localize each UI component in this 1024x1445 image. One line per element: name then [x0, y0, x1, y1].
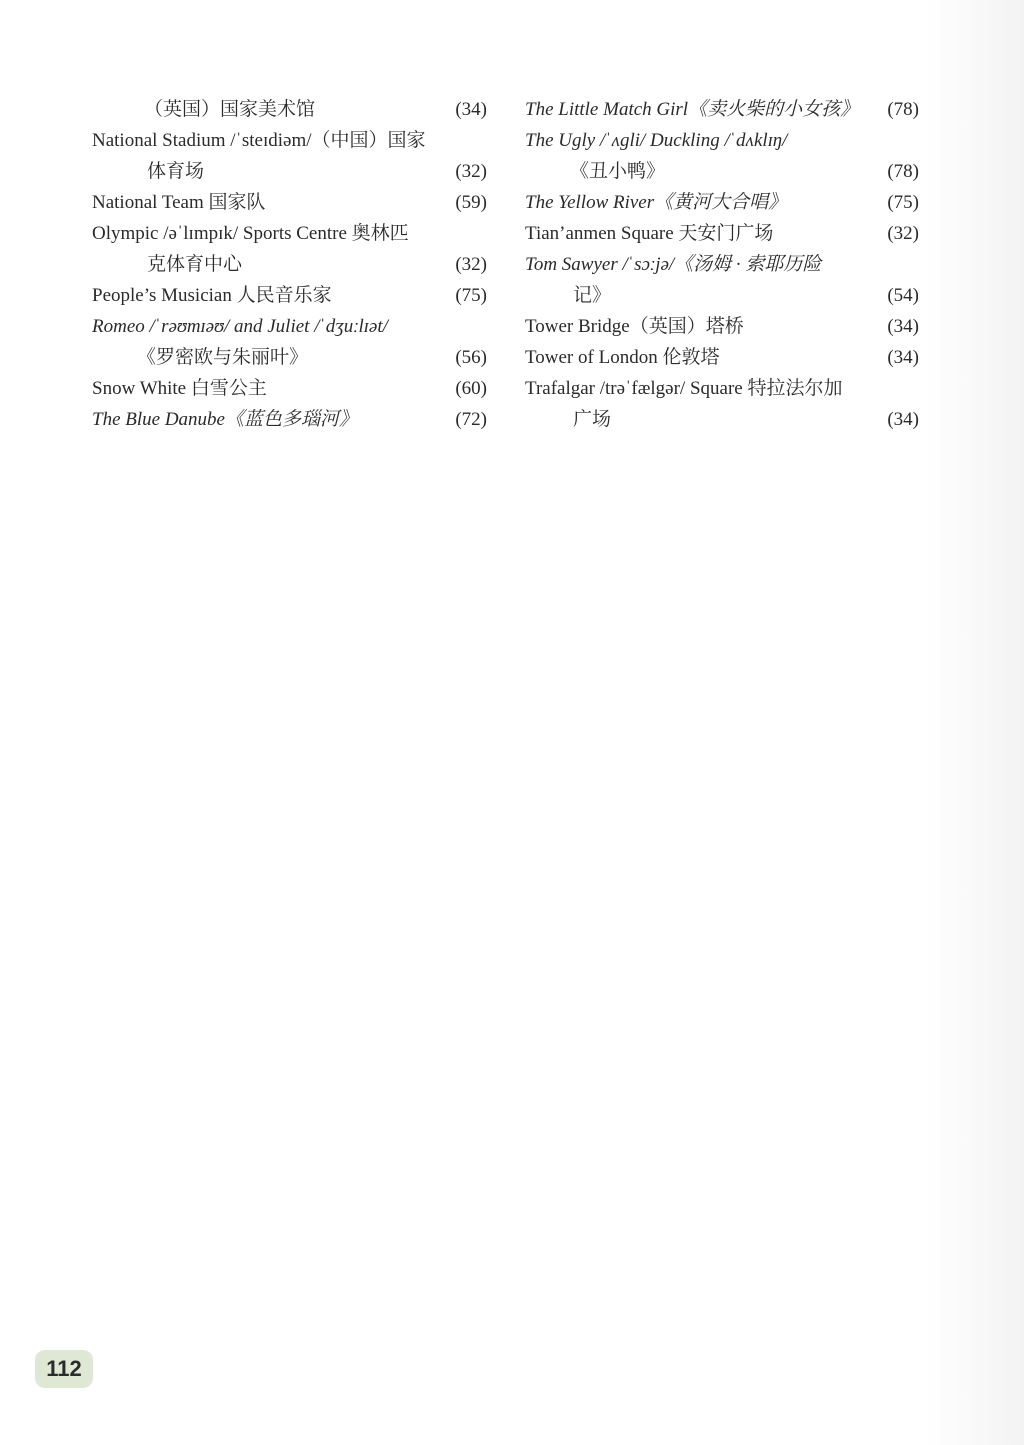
entry-text: National Team 国家队: [92, 192, 266, 213]
page-reference: (78): [887, 161, 919, 182]
page-reference: (34): [887, 347, 919, 368]
glossary-entry: [92, 125, 487, 187]
entry-text-continued: 广场: [573, 409, 612, 430]
glossary-entry: [525, 249, 919, 311]
page-reference: (72): [455, 409, 487, 430]
glossary-entry: [525, 187, 919, 218]
page-reference: (34): [455, 99, 487, 120]
entry-text-continued: 《罗密欧与朱丽叶》: [137, 347, 309, 368]
entry-text: Trafalgar /trəˈfælgər/ Square 特拉法尔加: [525, 378, 843, 399]
page-reference: (32): [455, 161, 487, 182]
entry-text-continued: 记》: [573, 285, 612, 306]
entry-text: Olympic /əˈlɪmpɪk/ Sports Centre 奥林匹: [92, 223, 409, 244]
entry-text: Snow White 白雪公主: [92, 378, 267, 399]
page-reference: (75): [887, 192, 919, 213]
glossary-entry: [92, 373, 487, 404]
entry-text: The Ugly /ˈʌgli/ Duckling /ˈdʌklɪŋ/: [525, 130, 788, 151]
glossary-right-column: [525, 94, 919, 435]
entry-text-continued: 克体育中心: [147, 254, 243, 275]
page-reference: (56): [455, 347, 487, 368]
entry-text: People’s Musician 人民音乐家: [92, 285, 332, 306]
entry-text-continued: 体育场: [147, 161, 205, 182]
entry-text: Romeo /ˈrəʊmɪəʊ/ and Juliet /ˈdʒuːlɪət/: [92, 316, 388, 337]
glossary-entry: [525, 218, 919, 249]
glossary-entry: [92, 280, 487, 311]
page-reference: (59): [455, 192, 487, 213]
entry-text: The Blue Danube《蓝色多瑙河》: [92, 409, 358, 430]
page-reference: (75): [455, 285, 487, 306]
page-reference: (32): [887, 223, 919, 244]
glossary-entry: [525, 94, 919, 125]
page-reference: (54): [887, 285, 919, 306]
page-number-badge: 112: [35, 1350, 93, 1388]
glossary-entry: [92, 218, 487, 280]
entry-text: Tian’anmen Square 天安门广场: [525, 223, 774, 244]
glossary-entry: [525, 125, 919, 187]
entry-text: Tom Sawyer /ˈsɔːjə/《汤姆 · 索耶历险: [525, 254, 822, 275]
glossary-entry: [92, 404, 487, 435]
glossary-entry: [525, 342, 919, 373]
entry-text: The Yellow River《黄河大合唱》: [525, 192, 788, 213]
entry-text: The Little Match Girl《卖火柴的小女孩》: [525, 99, 860, 120]
page-reference: (34): [887, 409, 919, 430]
page-reference: (32): [455, 254, 487, 275]
entry-text: Tower of London 伦敦塔: [525, 347, 720, 368]
page-reference: (34): [887, 316, 919, 337]
page-reference: (78): [887, 99, 919, 120]
glossary-entry: [92, 187, 487, 218]
page-reference: (60): [455, 378, 487, 399]
entry-text: Tower Bridge（英国）塔桥: [525, 316, 744, 337]
glossary-entry: [525, 311, 919, 342]
entry-text: National Stadium /ˈsteɪdiəm/（中国）国家: [92, 130, 426, 151]
glossary-entry: [525, 373, 919, 435]
entry-text-continued: 《丑小鸭》: [570, 161, 666, 182]
glossary-left-column: [92, 94, 487, 435]
page-edge-shadow: [924, 0, 1024, 1445]
glossary-entry: [92, 311, 487, 373]
entry-text: （英国）国家美术馆: [144, 99, 316, 120]
glossary-entry: [92, 94, 487, 125]
